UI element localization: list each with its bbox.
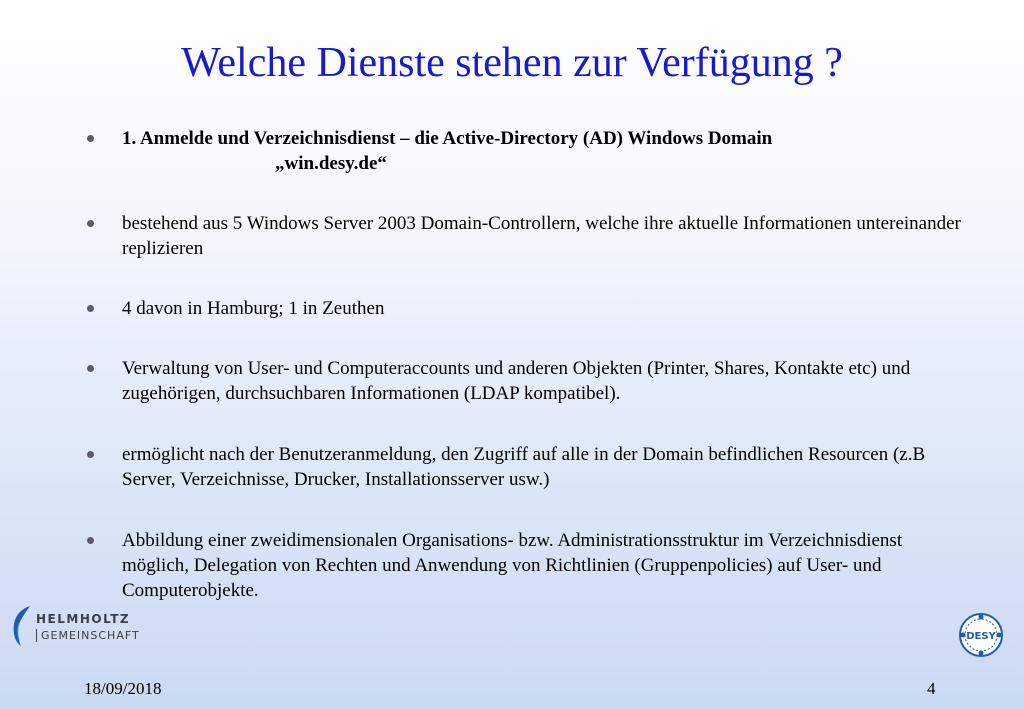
bullet-dot-icon <box>87 305 94 312</box>
helmholtz-wave-icon <box>8 604 34 648</box>
slide-title: Welche Dienste stehen zur Verfügung ? <box>181 40 843 86</box>
footer-date: 18/09/2018 <box>84 679 162 698</box>
bullet-line-domain: „win.desy.de“ <box>275 153 387 174</box>
helmholtz-name: HELMHOLTZ <box>36 612 131 626</box>
bullet-dot-icon <box>87 220 94 227</box>
bullet-text: bestehend aus 5 Windows Server 2003 Domain-Controllern, welche ihre aktuelle Informationen untereinander replizieren <box>122 213 961 259</box>
desy-logo-icon <box>958 612 1004 658</box>
bullet-dot-icon <box>87 135 94 142</box>
bullet-dot-icon <box>87 365 94 372</box>
bullet-text <box>122 126 962 176</box>
helmholtz-subtitle: GEMEINSCHAFT <box>36 629 140 642</box>
bullet-text: Abbildung einer zweidimensionalen Organisations- bzw. Administrationsstruktur im Verzeichnisdienst möglich, Delegation von Rechten und Anwendung von Richtlinien (Gruppenpolicies) auf User- und Computerobjekte. <box>122 530 903 601</box>
bullet-line: 1. Anmelde und Verzeichnisdienst – die Active-Directory (AD) Windows Domain <box>122 128 773 149</box>
desy-logo-text: DESY <box>966 631 996 642</box>
helmholtz-logo <box>8 604 148 650</box>
bullet-text: ermöglicht nach der Benutzeranmeldung, den Zugriff auf alle in der Domain befindlichen Resourcen (z.B Server, Verzeichnisse, Drucker, Installationsserver usw.) <box>122 444 926 490</box>
page-number: 4 <box>927 679 936 698</box>
bullet-text: Verwaltung von User- und Computeraccounts und anderen Objekten (Printer, Shares, Kontakte etc) und zugehörigen, durchsuchbaren Informationen (LDAP kompatibel). <box>122 358 911 404</box>
bullet-dot-icon <box>87 451 94 458</box>
bullet-text: 4 davon in Hamburg; 1 in Zeuthen <box>122 298 385 319</box>
bullet-dot-icon <box>87 537 94 544</box>
